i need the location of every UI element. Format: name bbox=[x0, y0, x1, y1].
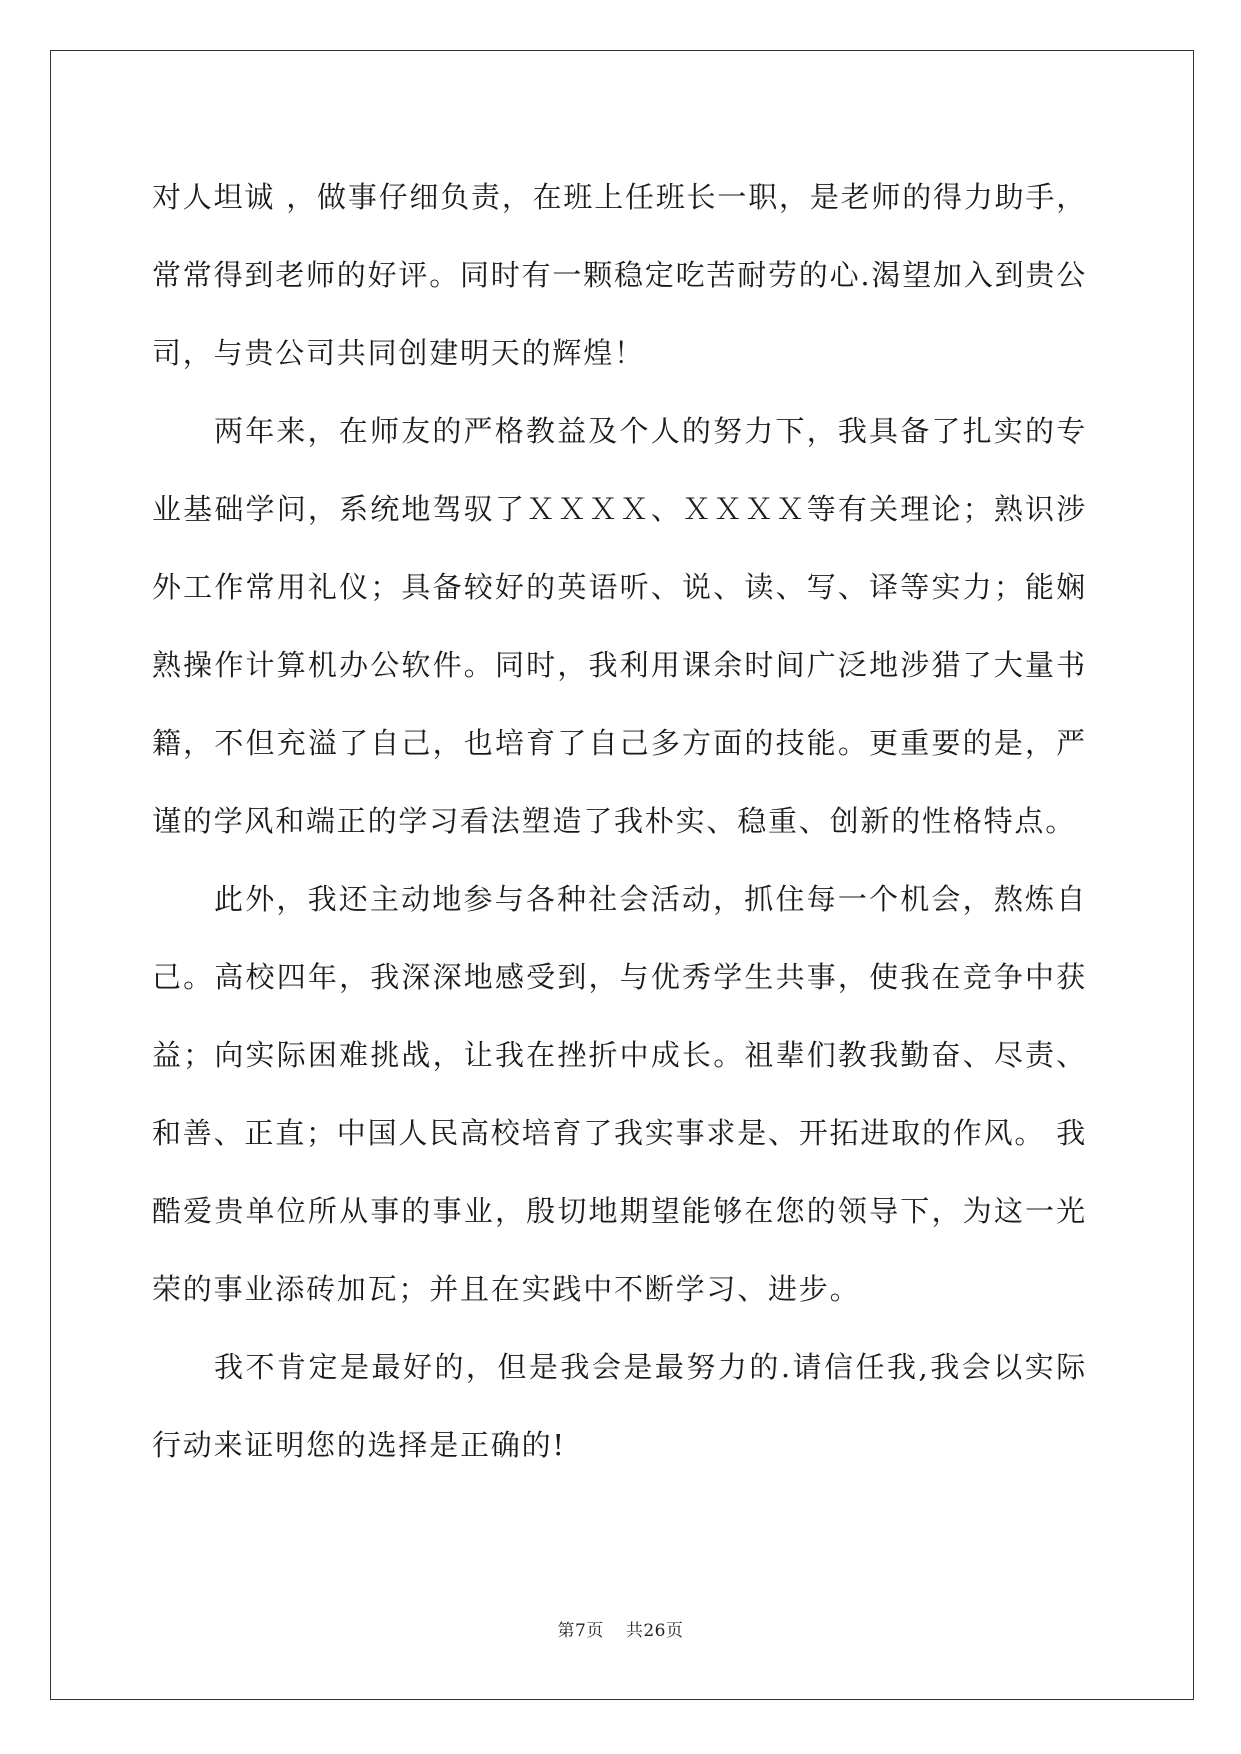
paragraph-line: 谨的学风和端正的学习看法塑造了我朴实、稳重、创新的性格特点。 bbox=[152, 804, 1077, 838]
paragraph-line: 荣的事业添砖加瓦；并且在实践中不断学习、进步。 bbox=[152, 1272, 861, 1306]
paragraph-line: 酷爱贵单位所从事的事业，殷切地期望能够在您的领导下，为这一光 bbox=[152, 1194, 1087, 1228]
paragraph-line: 和善、正直；中国人民高校培育了我实事求是、开拓进取的作风。 我 bbox=[152, 1116, 1088, 1150]
paragraph-line: 熟操作计算机办公软件。同时，我利用课余时间广泛地涉猎了大量书 bbox=[152, 648, 1087, 682]
paragraph-line: 我不肯定是最好的，但是我会是最努力的.请信任我,我会以实际 bbox=[214, 1350, 1087, 1384]
page-number-footer bbox=[0, 1616, 1241, 1641]
total-pages-label: 共26页 bbox=[625, 1621, 684, 1641]
paragraph-line: 外工作常用礼仪；具备较好的英语听、说、读、写、译等实力；能娴 bbox=[152, 570, 1087, 604]
paragraph-line: 业基础学问，系统地驾驭了ＸＸＸＸ、ＸＸＸＸ等有关理论；熟识涉 bbox=[152, 492, 1087, 526]
paragraph-line: 籍，不但充溢了自己，也培育了自己多方面的技能。更重要的是，严 bbox=[152, 726, 1087, 760]
current-page-label: 第7页 bbox=[557, 1621, 604, 1641]
paragraph-line: 两年来，在师友的严格教益及个人的努力下，我具备了扎实的专 bbox=[214, 414, 1087, 448]
paragraph-line: 此外，我还主动地参与各种社会活动，抓住每一个机会，熬炼自 bbox=[214, 882, 1087, 916]
paragraph-line: 对人坦诚 ，做事仔细负责，在班上任班长一职，是老师的得力助手， bbox=[152, 180, 1088, 214]
paragraph-line: 行动来证明您的选择是正确的! bbox=[152, 1428, 566, 1462]
paragraph-line: 司，与贵公司共同创建明天的辉煌！ bbox=[152, 336, 645, 370]
paragraph-line: 常常得到老师的好评。同时有一颗稳定吃苦耐劳的心.渴望加入到贵公 bbox=[152, 258, 1088, 292]
paragraph-line: 益；向实际困难挑战，让我在挫折中成长。祖辈们教我勤奋、尽责、 bbox=[152, 1038, 1087, 1072]
paragraph-line: 己。高校四年，我深深地感受到，与优秀学生共事，使我在竞争中获 bbox=[152, 960, 1087, 994]
document-body bbox=[152, 158, 1087, 1484]
